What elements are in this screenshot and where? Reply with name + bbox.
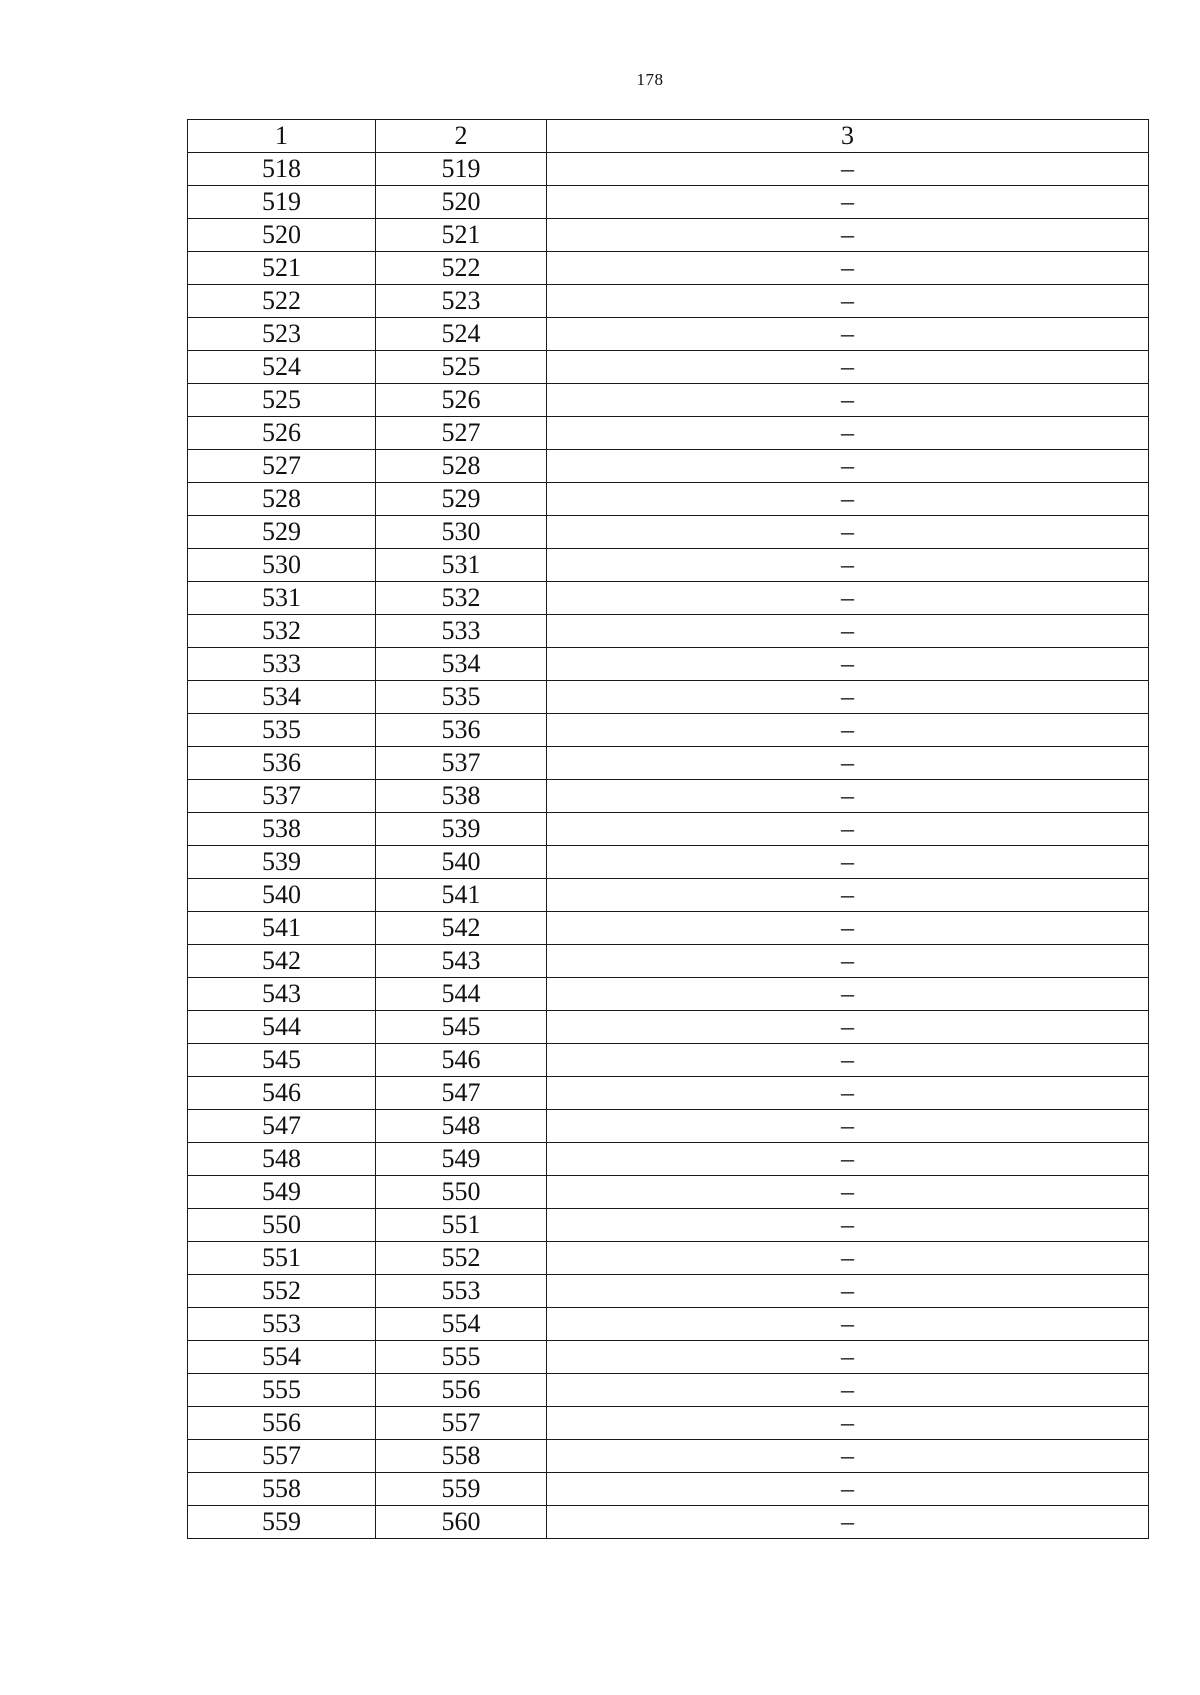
table-cell: 553 <box>376 1275 547 1308</box>
table-cell: 522 <box>376 252 547 285</box>
table-cell: – <box>547 1011 1149 1044</box>
table-cell: 538 <box>376 780 547 813</box>
table-row <box>188 1506 1149 1539</box>
table-cell: – <box>547 879 1149 912</box>
table-cell: 529 <box>188 516 376 549</box>
table-cell: 558 <box>188 1473 376 1506</box>
table-cell: 534 <box>376 648 547 681</box>
table-row <box>188 384 1149 417</box>
table-cell: – <box>547 186 1149 219</box>
table-cell: 525 <box>188 384 376 417</box>
table-cell: 529 <box>376 483 547 516</box>
table-cell: 524 <box>188 351 376 384</box>
table-cell: 546 <box>188 1077 376 1110</box>
table-row <box>188 516 1149 549</box>
table-cell: – <box>547 714 1149 747</box>
table-cell: 545 <box>376 1011 547 1044</box>
table-row <box>188 1308 1149 1341</box>
table-row <box>188 1110 1149 1143</box>
table-cell: 550 <box>188 1209 376 1242</box>
table-cell: – <box>547 582 1149 615</box>
table-row <box>188 483 1149 516</box>
table-cell: 534 <box>188 681 376 714</box>
table-header-row <box>188 120 1149 153</box>
table-cell: 549 <box>376 1143 547 1176</box>
table-cell: 552 <box>376 1242 547 1275</box>
table-cell: 530 <box>376 516 547 549</box>
table-cell: 554 <box>188 1341 376 1374</box>
table-row <box>188 318 1149 351</box>
table-cell: – <box>547 549 1149 582</box>
table-cell: – <box>547 450 1149 483</box>
table-row <box>188 252 1149 285</box>
table-cell: – <box>547 219 1149 252</box>
table-cell: – <box>547 813 1149 846</box>
table-cell: – <box>547 1407 1149 1440</box>
table-cell: – <box>547 1341 1149 1374</box>
table-cell: 540 <box>188 879 376 912</box>
table-cell: 525 <box>376 351 547 384</box>
table-cell: – <box>547 1110 1149 1143</box>
table-row <box>188 1077 1149 1110</box>
table-row <box>188 153 1149 186</box>
table-cell: 553 <box>188 1308 376 1341</box>
table-cell: – <box>547 252 1149 285</box>
table-cell: 523 <box>376 285 547 318</box>
table-cell: 544 <box>188 1011 376 1044</box>
column-header: 3 <box>547 120 1149 153</box>
table-cell: 523 <box>188 318 376 351</box>
table-cell: – <box>547 1275 1149 1308</box>
table-cell: 559 <box>376 1473 547 1506</box>
table-cell: 531 <box>188 582 376 615</box>
table-row <box>188 582 1149 615</box>
table-cell: 541 <box>376 879 547 912</box>
table-cell: 520 <box>376 186 547 219</box>
table-cell: 552 <box>188 1275 376 1308</box>
table-row <box>188 186 1149 219</box>
table-cell: 547 <box>376 1077 547 1110</box>
table-row <box>188 846 1149 879</box>
table-cell: 518 <box>188 153 376 186</box>
table-row <box>188 1242 1149 1275</box>
table-cell: 527 <box>188 450 376 483</box>
table-row <box>188 1011 1149 1044</box>
table-row <box>188 813 1149 846</box>
table-cell: 542 <box>188 945 376 978</box>
table-row <box>188 780 1149 813</box>
table-cell: – <box>547 780 1149 813</box>
table-cell: – <box>547 912 1149 945</box>
table-row <box>188 912 1149 945</box>
table-cell: 521 <box>188 252 376 285</box>
table-cell: 559 <box>188 1506 376 1539</box>
table-row <box>188 648 1149 681</box>
table-cell: – <box>547 351 1149 384</box>
table-cell: – <box>547 1506 1149 1539</box>
table-cell: 551 <box>376 1209 547 1242</box>
table-cell: – <box>547 1077 1149 1110</box>
table-cell: 549 <box>188 1176 376 1209</box>
table-cell: – <box>547 846 1149 879</box>
table-row <box>188 1275 1149 1308</box>
table-cell: – <box>547 1209 1149 1242</box>
table-cell: 550 <box>376 1176 547 1209</box>
table-cell: 556 <box>376 1374 547 1407</box>
table-row <box>188 747 1149 780</box>
table-cell: 530 <box>188 549 376 582</box>
table-cell: 542 <box>376 912 547 945</box>
table-cell: – <box>547 1440 1149 1473</box>
table-cell: 558 <box>376 1440 547 1473</box>
column-header: 1 <box>188 120 376 153</box>
table-cell: 522 <box>188 285 376 318</box>
table-cell: – <box>547 1143 1149 1176</box>
table-cell: 543 <box>188 978 376 1011</box>
table-cell: – <box>547 384 1149 417</box>
table-cell: 524 <box>376 318 547 351</box>
table-cell: 556 <box>188 1407 376 1440</box>
table-cell: 537 <box>376 747 547 780</box>
table-cell: 539 <box>376 813 547 846</box>
table-cell: 519 <box>188 186 376 219</box>
table-cell: – <box>547 318 1149 351</box>
table-cell: 555 <box>376 1341 547 1374</box>
table-cell: – <box>547 978 1149 1011</box>
table-cell: 546 <box>376 1044 547 1077</box>
table-row <box>188 285 1149 318</box>
table-cell: – <box>547 1176 1149 1209</box>
table-row <box>188 219 1149 252</box>
table-cell: – <box>547 945 1149 978</box>
table-cell: 526 <box>376 384 547 417</box>
table-body <box>188 120 1149 1539</box>
table-cell: – <box>547 681 1149 714</box>
table-cell: 521 <box>376 219 547 252</box>
table-cell: – <box>547 516 1149 549</box>
table-cell: 528 <box>188 483 376 516</box>
table-cell: 536 <box>376 714 547 747</box>
table-cell: 545 <box>188 1044 376 1077</box>
table-row <box>188 1473 1149 1506</box>
table-cell: – <box>547 1473 1149 1506</box>
table-cell: 555 <box>188 1374 376 1407</box>
table-cell: 543 <box>376 945 547 978</box>
table-cell: 547 <box>188 1110 376 1143</box>
table-cell: 551 <box>188 1242 376 1275</box>
table-cell: – <box>547 1044 1149 1077</box>
table-cell: 538 <box>188 813 376 846</box>
table-cell: 537 <box>188 780 376 813</box>
table-row <box>188 1209 1149 1242</box>
column-header: 2 <box>376 120 547 153</box>
table-cell: 540 <box>376 846 547 879</box>
table-cell: 533 <box>188 648 376 681</box>
table-cell: 536 <box>188 747 376 780</box>
table-cell: 557 <box>376 1407 547 1440</box>
table-cell: – <box>547 1242 1149 1275</box>
table-row <box>188 351 1149 384</box>
table-row <box>188 945 1149 978</box>
table-cell: 532 <box>376 582 547 615</box>
table-cell: 548 <box>376 1110 547 1143</box>
table-row <box>188 450 1149 483</box>
table-cell: 526 <box>188 417 376 450</box>
table-cell: 560 <box>376 1506 547 1539</box>
data-table-container <box>187 119 1148 1539</box>
table-cell: 528 <box>376 450 547 483</box>
table-cell: 520 <box>188 219 376 252</box>
table-row <box>188 1407 1149 1440</box>
table-row <box>188 1143 1149 1176</box>
table-cell: – <box>547 285 1149 318</box>
table-cell: – <box>547 483 1149 516</box>
table-cell: 548 <box>188 1143 376 1176</box>
table-cell: 554 <box>376 1308 547 1341</box>
table-cell: 527 <box>376 417 547 450</box>
table-cell: – <box>547 417 1149 450</box>
table-cell: 531 <box>376 549 547 582</box>
table-row <box>188 1341 1149 1374</box>
table-cell: 533 <box>376 615 547 648</box>
table-row <box>188 1176 1149 1209</box>
table-row <box>188 1374 1149 1407</box>
table-row <box>188 978 1149 1011</box>
table-cell: 539 <box>188 846 376 879</box>
table-cell: 541 <box>188 912 376 945</box>
table-cell: – <box>547 648 1149 681</box>
table-row <box>188 615 1149 648</box>
table-cell: 532 <box>188 615 376 648</box>
table-cell: – <box>547 1374 1149 1407</box>
table-row <box>188 681 1149 714</box>
table-cell: – <box>547 1308 1149 1341</box>
table-row <box>188 549 1149 582</box>
table-row <box>188 714 1149 747</box>
table-row <box>188 1044 1149 1077</box>
table-cell: 519 <box>376 153 547 186</box>
table-cell: 535 <box>376 681 547 714</box>
table-row <box>188 1440 1149 1473</box>
table-cell: 557 <box>188 1440 376 1473</box>
table-cell: – <box>547 153 1149 186</box>
table-cell: – <box>547 615 1149 648</box>
page-number: 178 <box>636 70 664 89</box>
table-cell: 535 <box>188 714 376 747</box>
table-row <box>188 417 1149 450</box>
data-table <box>187 119 1149 1539</box>
table-row <box>188 879 1149 912</box>
table-cell: – <box>547 747 1149 780</box>
table-cell: 544 <box>376 978 547 1011</box>
